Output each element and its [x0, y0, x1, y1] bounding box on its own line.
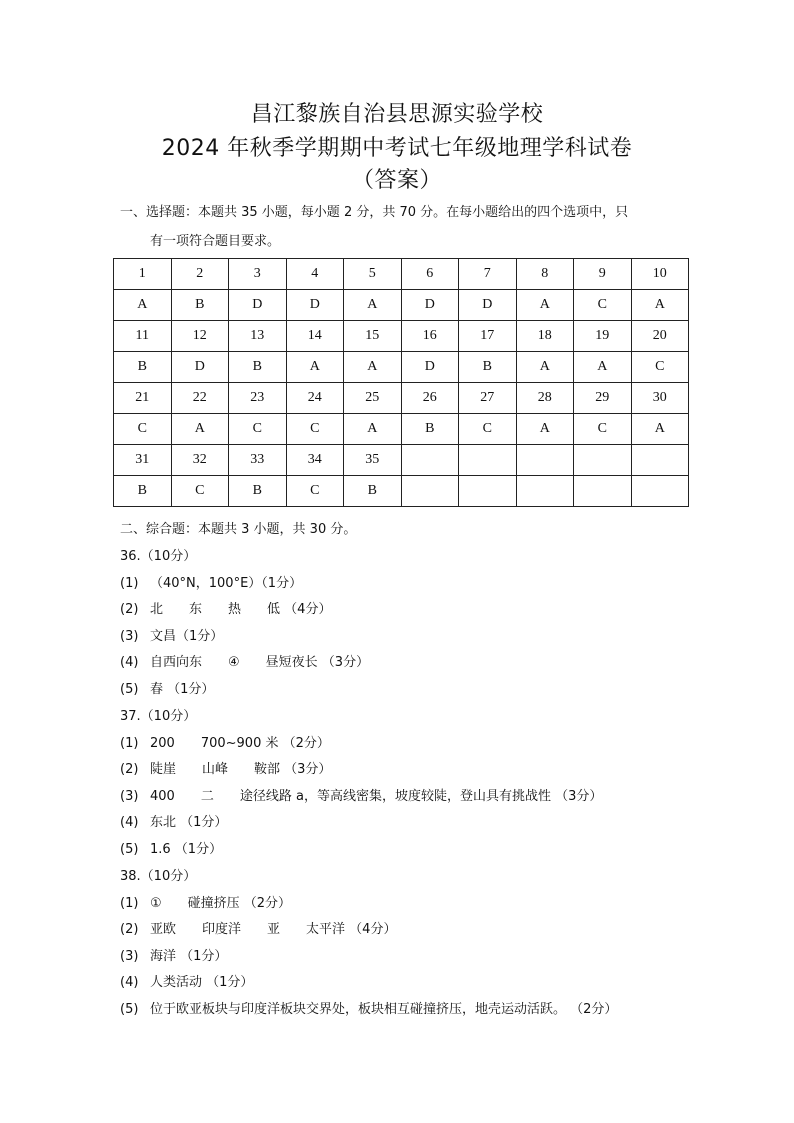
q36-answer-line: [120, 681, 720, 699]
question-number-cell: 5: [344, 259, 402, 290]
answer-cell: C: [459, 414, 517, 445]
q38-answer-line: [120, 974, 720, 992]
question-number-cell: 11: [114, 321, 172, 352]
answer-text: 200: [150, 735, 175, 751]
question-number-cell: 17: [459, 321, 517, 352]
q37-answer-line: [120, 761, 720, 779]
answer-text: 太平洋 （4分）: [306, 922, 397, 938]
answer-cell: A: [344, 414, 402, 445]
question-number-cell: 24: [286, 383, 344, 414]
answer-cell: [401, 476, 459, 507]
question-number-cell: 25: [344, 383, 402, 414]
question-number-row: [114, 445, 689, 476]
sub-question-number: (3): [120, 628, 139, 644]
question-number-cell: 20: [631, 321, 689, 352]
answer-cell: D: [171, 352, 229, 383]
question-number-cell: 9: [574, 259, 632, 290]
sub-question-number: (4): [120, 815, 139, 831]
question-number-cell: [631, 445, 689, 476]
question-number-row: [114, 383, 689, 414]
answer-cell: B: [229, 476, 287, 507]
answer-text: 印度洋: [202, 922, 242, 938]
question-number-cell: 16: [401, 321, 459, 352]
sub-question-number: (2): [120, 602, 139, 618]
answer-text: 北: [150, 602, 164, 618]
answer-cell: A: [114, 290, 172, 321]
answer-text: 700~900 米 （2分）: [200, 735, 330, 751]
section1-intro-line2: 有一项符合题目要求。: [150, 234, 281, 249]
question-number-cell: 8: [516, 259, 574, 290]
q38-answer-line: [120, 921, 720, 939]
q36-answer-line: [120, 575, 720, 593]
q38-answer-line: [120, 895, 720, 913]
question-number-cell: 30: [631, 383, 689, 414]
answer-cell: C: [631, 352, 689, 383]
answer-text: 鞍部 （3分）: [254, 762, 332, 778]
q36-answer-line: [120, 654, 720, 672]
answer-cell: D: [286, 290, 344, 321]
answer-cell: A: [631, 290, 689, 321]
sub-question-number: (3): [120, 788, 139, 804]
answer-cell: [516, 476, 574, 507]
exam-title: 2024 年秋季学期期中考试七年级地理学科试卷: [161, 136, 633, 161]
sub-question-number: (5): [120, 842, 139, 857]
sub-question-number: (4): [120, 975, 139, 991]
q36-answer-line: [120, 601, 720, 619]
answer-text: （40°N，100°E）（1分）: [150, 575, 303, 591]
answer-cell: B: [401, 414, 459, 445]
answer-cell: C: [171, 476, 229, 507]
question-number-cell: 33: [229, 445, 287, 476]
answer-cell: D: [229, 290, 287, 321]
question-number-cell: 26: [401, 383, 459, 414]
section1-intro-line1: 一、选择题：本题共 35 小题，每小题 2 分，共 70 分。在每小题给出的四个选项中，只: [120, 205, 629, 220]
answer-cell: B: [114, 352, 172, 383]
answer-cell: A: [631, 414, 689, 445]
answer-cell: B: [459, 352, 517, 383]
sub-question-number: (5): [120, 1002, 139, 1017]
answer-text: 人类活动 （1分）: [150, 975, 254, 991]
question-number-cell: [459, 445, 517, 476]
q36-answer-line: [120, 628, 720, 646]
answer-cell: A: [171, 414, 229, 445]
q37-answer-line: [120, 788, 720, 806]
q37-answer-line: [120, 735, 720, 753]
answer-text: ④: [228, 655, 240, 671]
answer-text: 二: [200, 788, 214, 804]
answer-cell: C: [574, 290, 632, 321]
answer-cell: D: [459, 290, 517, 321]
question-number-cell: 2: [171, 259, 229, 290]
answer-cell: A: [516, 414, 574, 445]
sub-question-number: (1): [120, 895, 139, 911]
answer-text: 东北 （1分）: [150, 815, 228, 831]
q38-answer-line: [120, 948, 720, 966]
answer-text: 亚: [267, 922, 281, 938]
sub-question-number: (5): [120, 682, 139, 697]
sub-question-number: (1): [120, 735, 139, 751]
answer-cell: A: [286, 352, 344, 383]
answer-cell: A: [516, 290, 574, 321]
question-number-cell: 1: [114, 259, 172, 290]
q37-answer-line: [120, 814, 720, 832]
answer-text: 亚欧: [150, 922, 177, 938]
answer-cell: [459, 476, 517, 507]
q38-heading: 38.（10分）: [120, 869, 197, 884]
question-number-cell: 18: [516, 321, 574, 352]
question-number-cell: 22: [171, 383, 229, 414]
answer-text: 文昌（1分）: [150, 628, 224, 644]
question-number-cell: 21: [114, 383, 172, 414]
sub-question-number: (4): [120, 655, 139, 671]
q37-answer-line: [120, 841, 720, 859]
question-number-cell: 31: [114, 445, 172, 476]
question-number-cell: 10: [631, 259, 689, 290]
answer-row: [114, 352, 689, 383]
answer-cell: [574, 476, 632, 507]
school-name: 昌江黎族自治县思源实验学校: [250, 102, 544, 127]
question-number-cell: 14: [286, 321, 344, 352]
question-number-cell: 28: [516, 383, 574, 414]
answer-row: [114, 414, 689, 445]
answer-cell: B: [114, 476, 172, 507]
answer-text: 位于欧亚板块与印度洋板块交界处，板块相互碰撞挤压，地壳运动活跃。 （2分）: [150, 1002, 618, 1017]
answer-text: 400: [150, 788, 175, 804]
answer-label: （答案）: [351, 168, 442, 193]
answer-cell: [631, 476, 689, 507]
question-number-cell: [574, 445, 632, 476]
answer-cell: A: [516, 352, 574, 383]
answer-text: ①: [150, 895, 162, 911]
answer-text: 昼短夜长 （3分）: [265, 655, 370, 671]
question-number-cell: 6: [401, 259, 459, 290]
section2-intro: 二、综合题：本题共 3 小题，共 30 分。: [120, 522, 357, 537]
question-number-cell: [401, 445, 459, 476]
answer-cell: C: [286, 414, 344, 445]
q38-answer-line: [120, 1001, 720, 1019]
question-number-cell: [516, 445, 574, 476]
answer-cell: B: [171, 290, 229, 321]
answer-cell: C: [229, 414, 287, 445]
answer-text: 1.6 （1分）: [150, 842, 223, 857]
answer-text: 东: [189, 602, 203, 618]
sub-question-number: (2): [120, 762, 139, 778]
answer-cell: D: [401, 290, 459, 321]
question-number-cell: 23: [229, 383, 287, 414]
question-number-cell: 15: [344, 321, 402, 352]
answer-text: 山峰: [202, 762, 229, 778]
answer-cell: B: [344, 476, 402, 507]
question-number-cell: 27: [459, 383, 517, 414]
question-number-cell: 7: [459, 259, 517, 290]
question-number-cell: 29: [574, 383, 632, 414]
answer-cell: C: [114, 414, 172, 445]
question-number-cell: 12: [171, 321, 229, 352]
answer-cell: A: [574, 352, 632, 383]
answer-text: 自西向东: [150, 655, 203, 671]
answer-cell: A: [344, 352, 402, 383]
q36-heading: 36.（10分）: [120, 549, 197, 564]
sub-question-number: (2): [120, 922, 139, 938]
answer-text: 春 （1分）: [150, 682, 215, 697]
answer-text: 碰撞挤压 （2分）: [187, 895, 292, 911]
answer-table: [113, 258, 689, 507]
question-number-cell: 32: [171, 445, 229, 476]
answer-cell: C: [574, 414, 632, 445]
answer-row: [114, 290, 689, 321]
answer-text: 海洋 （1分）: [150, 948, 228, 964]
sub-question-number: (3): [120, 948, 139, 964]
question-number-cell: 34: [286, 445, 344, 476]
question-number-cell: 35: [344, 445, 402, 476]
sub-question-number: (1): [120, 575, 139, 591]
question-number-cell: 13: [229, 321, 287, 352]
answer-cell: A: [344, 290, 402, 321]
question-number-row: [114, 259, 689, 290]
answer-cell: B: [229, 352, 287, 383]
question-number-cell: 4: [286, 259, 344, 290]
question-number-cell: 19: [574, 321, 632, 352]
answer-text: 陡崖: [150, 762, 177, 778]
answer-cell: D: [401, 352, 459, 383]
question-number-cell: 3: [229, 259, 287, 290]
answer-text: 热: [228, 602, 242, 618]
answer-cell: C: [286, 476, 344, 507]
answer-text: 途径线路 a，等高线密集，坡度较陡，登山具有挑战性 （3分）: [239, 788, 603, 804]
question-number-row: [114, 321, 689, 352]
q37-heading: 37.（10分）: [120, 709, 197, 724]
answer-text: 低 （4分）: [267, 602, 332, 618]
answer-row: [114, 476, 689, 507]
